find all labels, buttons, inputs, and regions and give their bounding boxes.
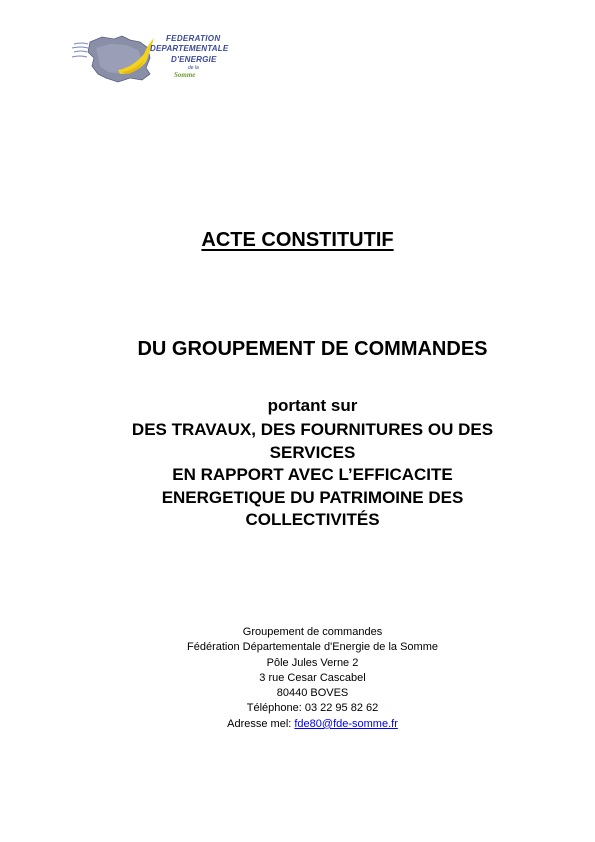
logo-text-federation: FEDERATION xyxy=(166,34,221,43)
portant-sur-text: portant sur xyxy=(267,396,358,415)
contact-email-link[interactable]: fde80@fde-somme.fr xyxy=(294,717,398,730)
contact-email-label: Adresse mel: xyxy=(227,717,295,730)
contact-phone: Téléphone: 03 22 95 82 62 xyxy=(246,702,379,715)
contact-city: 80440 BOVES xyxy=(276,687,349,700)
subject-line: DES TRAVAUX, DES FOURNITURES OU DES xyxy=(131,420,494,439)
subject-line: ENERGETIQUE DU PATRIMOINE DES xyxy=(161,487,464,507)
document-title: ACTE CONSTITUTIF xyxy=(201,229,394,251)
logo-text-departementale: DEPARTEMENTALE xyxy=(150,44,229,53)
logo-text-energie: D'ENERGIE xyxy=(171,55,217,64)
document-subtitle: DU GROUPEMENT DE COMMANDES xyxy=(137,338,488,360)
subject-block xyxy=(0,419,595,532)
contact-street: 3 rue Cesar Cascabel xyxy=(259,671,366,684)
subject-line: EN RAPPORT AVEC L’EFFICACITE xyxy=(172,465,453,484)
contact-group-name: Groupement de commandes xyxy=(242,626,383,638)
fde-logo xyxy=(70,30,242,92)
logo-text-somme: Somme xyxy=(174,71,196,79)
contact-building: Pôle Jules Verne 2 xyxy=(266,656,359,669)
contact-email-line xyxy=(0,717,595,732)
contact-organization: Fédération Départementale d'Energie de la Somme xyxy=(187,641,438,654)
subject-line: SERVICES xyxy=(269,442,356,462)
logo-text-de-la: de la xyxy=(188,65,199,71)
contact-block xyxy=(0,625,595,732)
subject-line: COLLECTIVITÉS xyxy=(245,510,380,529)
